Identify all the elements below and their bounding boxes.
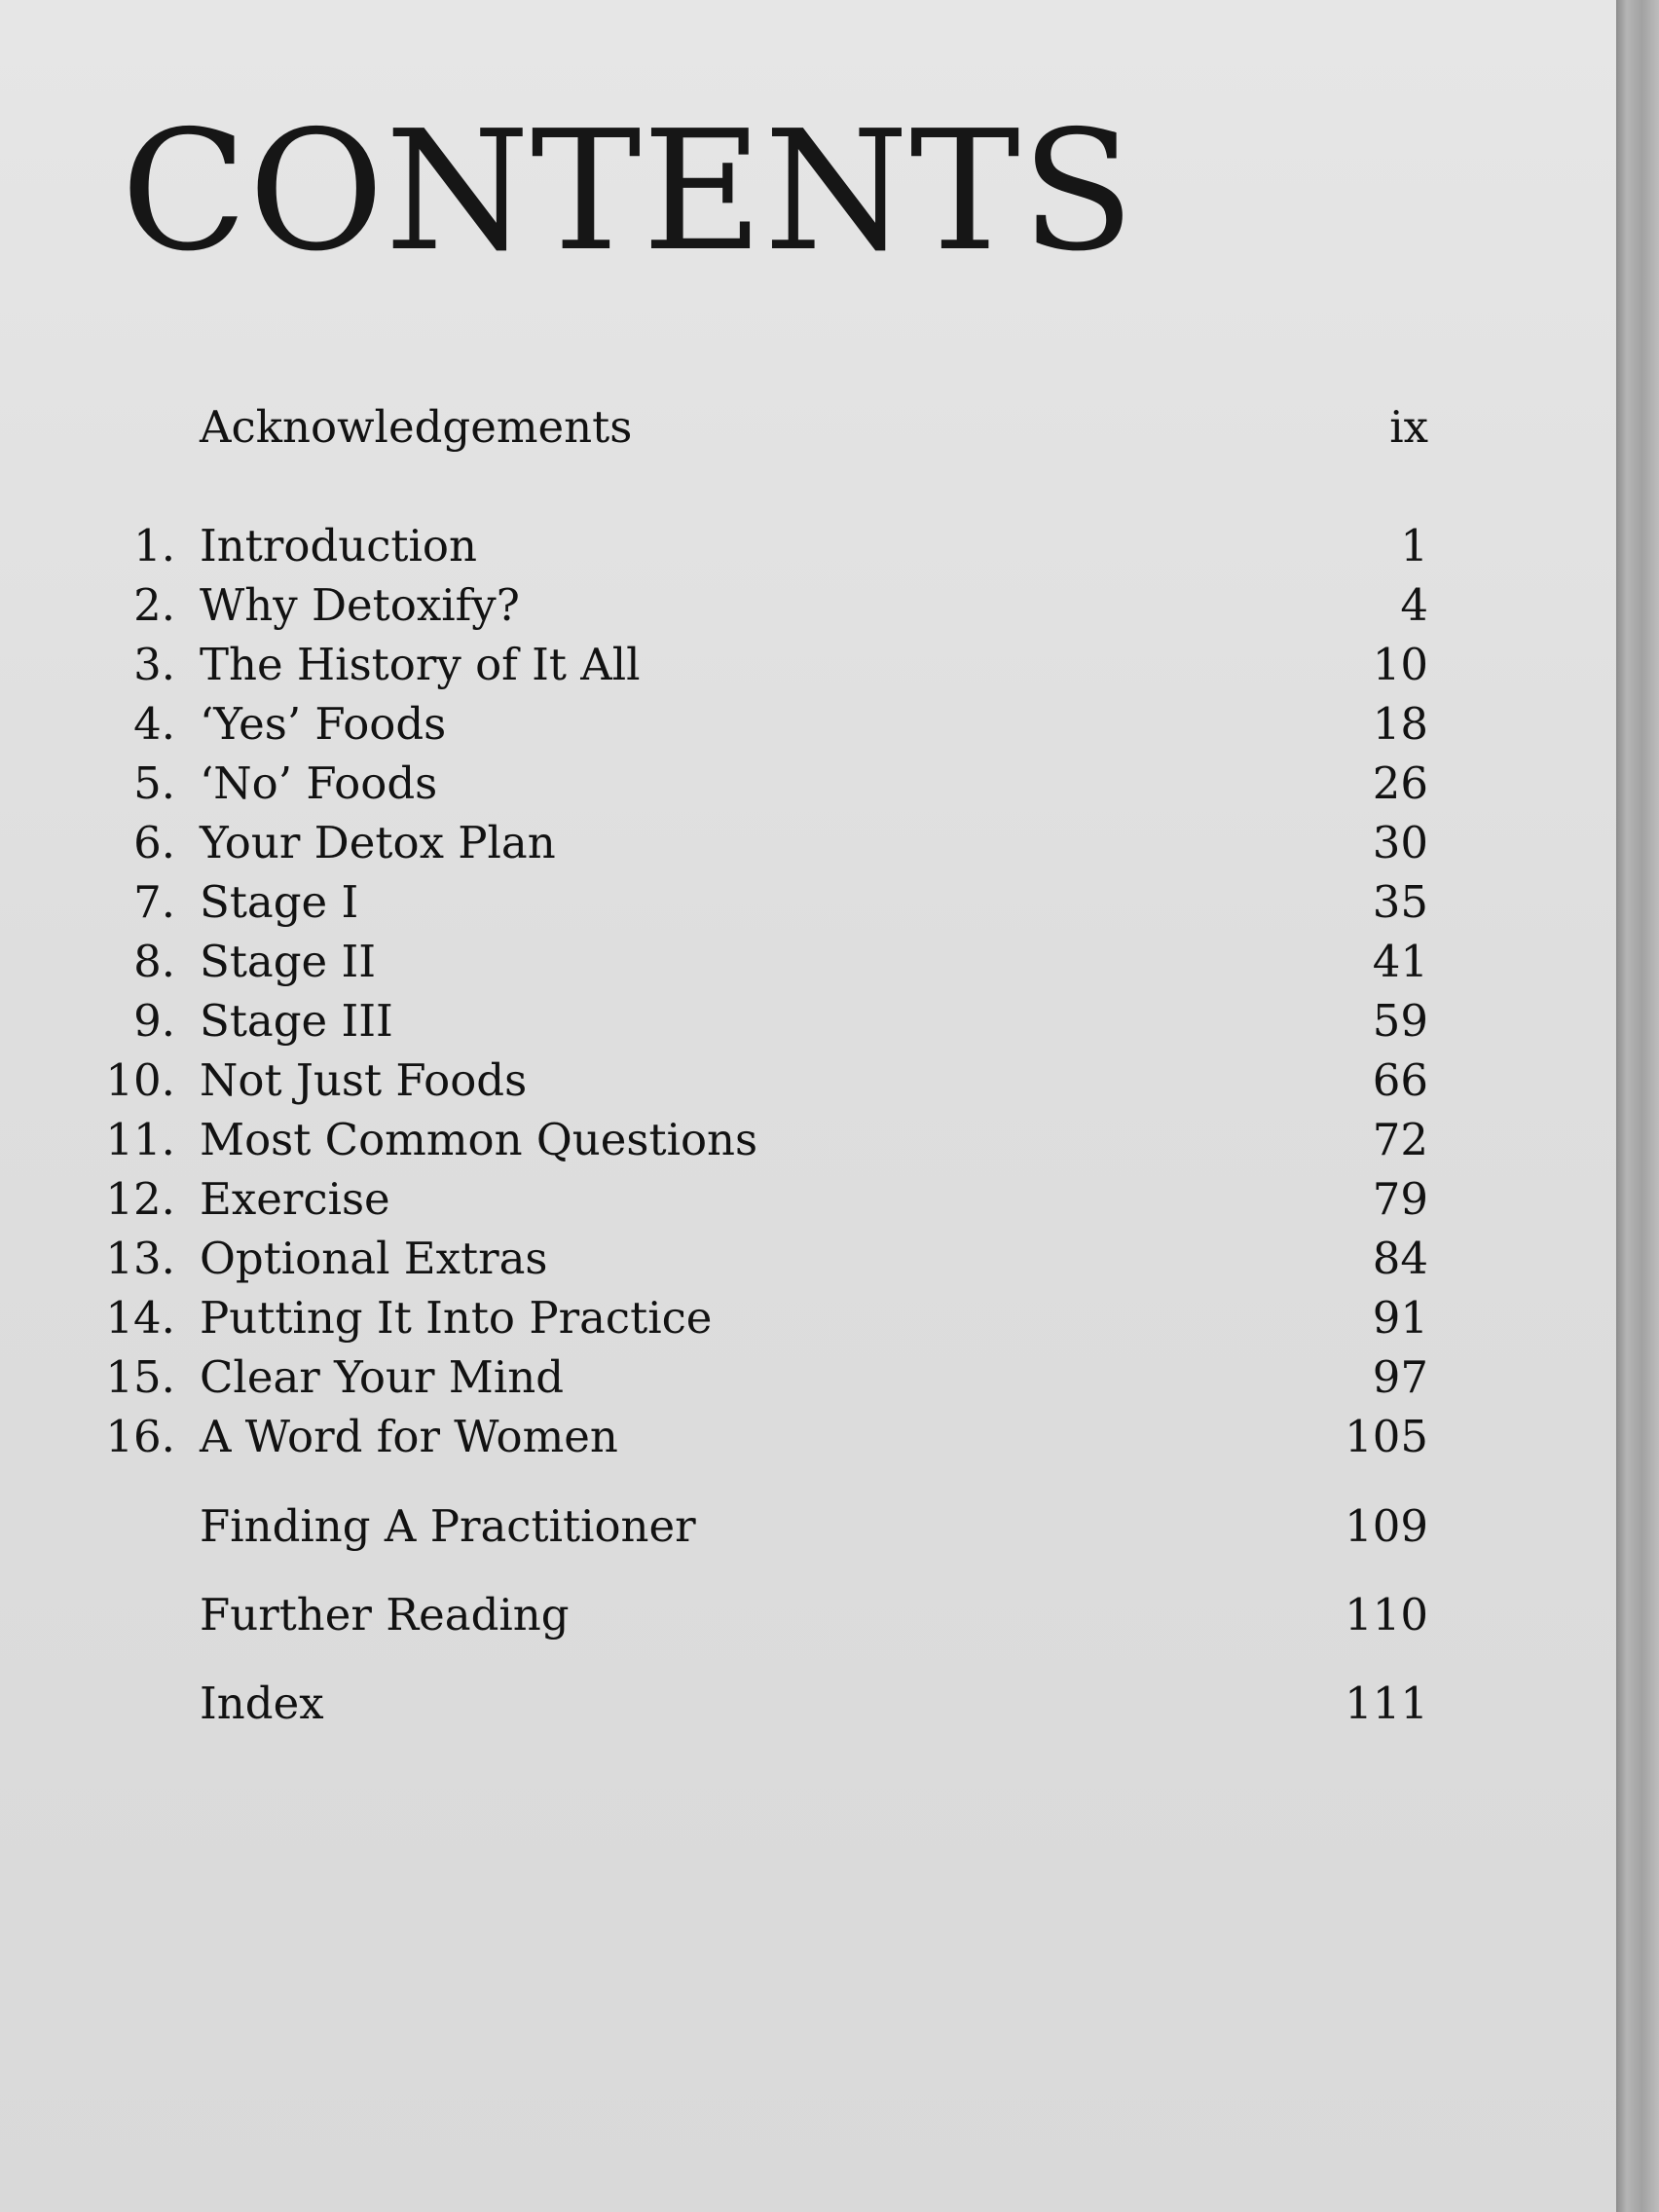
toc-entry-number: 1. <box>133 520 175 571</box>
toc-entry-number: 5. <box>133 757 175 809</box>
toc-entry-number: 6. <box>133 817 175 868</box>
toc-entry-number: 8. <box>133 936 175 987</box>
toc-entry-chapter-4[interactable] <box>0 696 1616 753</box>
toc-entry-chapter-7[interactable] <box>0 874 1616 931</box>
toc-entry-label: Exercise <box>200 1173 390 1225</box>
toc-entry-page: 1 <box>1400 520 1428 571</box>
toc-entry-label: Putting It Into Practice <box>200 1292 713 1344</box>
toc-entry-chapter-14[interactable] <box>0 1290 1616 1346</box>
toc-entry-chapter-3[interactable] <box>0 637 1616 693</box>
toc-entry-page: 66 <box>1372 1054 1428 1106</box>
toc-entry-page: 110 <box>1345 1589 1428 1641</box>
toc-entry-label: Your Detox Plan <box>200 817 556 868</box>
toc-entry-label: Optional Extras <box>200 1233 548 1284</box>
toc-entry-chapter-16[interactable] <box>0 1409 1616 1465</box>
toc-entry-chapter-2[interactable] <box>0 577 1616 634</box>
toc-entry-number: 13. <box>105 1233 175 1284</box>
page-edge-shadow <box>1616 0 1659 2212</box>
toc-entry-finding-a-practitioner[interactable] <box>0 1498 1616 1555</box>
toc-entry-chapter-12[interactable] <box>0 1171 1616 1228</box>
toc-entry-label: Further Reading <box>200 1589 570 1641</box>
toc-entry-number: 4. <box>133 698 175 750</box>
toc-entry-chapter-10[interactable] <box>0 1052 1616 1109</box>
toc-entry-index[interactable] <box>0 1676 1616 1732</box>
toc-entry-page: 41 <box>1372 936 1428 987</box>
toc-entry-number: 12. <box>105 1173 175 1225</box>
toc-entry-further-reading[interactable] <box>0 1587 1616 1643</box>
toc-entry-chapter-8[interactable] <box>0 934 1616 990</box>
toc-entry-number: 9. <box>133 995 175 1047</box>
toc-entry-chapter-1[interactable] <box>0 518 1616 574</box>
toc-entry-number: 11. <box>105 1114 175 1165</box>
toc-entry-page: 10 <box>1372 639 1428 690</box>
toc-entry-number: 16. <box>105 1411 175 1462</box>
toc-entry-label: A Word for Women <box>200 1411 618 1462</box>
toc-entry-label: Introduction <box>200 520 477 571</box>
toc-entry-page: 111 <box>1345 1677 1428 1729</box>
page-title: CONTENTS <box>121 95 1136 288</box>
toc-entry-page: 79 <box>1372 1173 1428 1225</box>
toc-entry-label: Clear Your Mind <box>200 1351 565 1403</box>
toc-entry-page: 18 <box>1372 698 1428 750</box>
toc-entry-page: 84 <box>1372 1233 1428 1284</box>
toc-entry-label: The History of It All <box>200 639 641 690</box>
toc-entry-page: 97 <box>1372 1351 1428 1403</box>
toc-entry-page: 109 <box>1345 1500 1428 1552</box>
toc-entry-label: Acknowledgements <box>200 401 633 453</box>
toc-entry-number: 10. <box>105 1054 175 1106</box>
toc-entry-chapter-5[interactable] <box>0 756 1616 812</box>
toc-entry-chapter-9[interactable] <box>0 993 1616 1050</box>
toc-entry-label: Stage II <box>200 936 377 987</box>
toc-entry-chapter-6[interactable] <box>0 815 1616 871</box>
toc-entry-label: Finding A Practitioner <box>200 1500 696 1552</box>
toc-entry-label: Index <box>200 1677 324 1729</box>
toc-entry-label: Not Just Foods <box>200 1054 528 1106</box>
toc-entry-label: Stage III <box>200 995 393 1047</box>
toc-entry-chapter-13[interactable] <box>0 1231 1616 1287</box>
toc-entry-number: 2. <box>133 579 175 631</box>
toc-entry-page: 30 <box>1372 817 1428 868</box>
toc-entry-page: 4 <box>1400 579 1428 631</box>
toc-entry-page: 26 <box>1372 757 1428 809</box>
toc-entry-page: ix <box>1389 401 1428 453</box>
toc-entry-page: 35 <box>1372 876 1428 928</box>
toc-entry-label: ‘Yes’ Foods <box>200 698 447 750</box>
toc-entry-chapter-11[interactable] <box>0 1112 1616 1168</box>
toc-entry-number: 15. <box>105 1351 175 1403</box>
toc-entry-acknowledgements[interactable] <box>0 399 1616 456</box>
toc-entry-page: 59 <box>1372 995 1428 1047</box>
toc-entry-page: 72 <box>1372 1114 1428 1165</box>
toc-entry-chapter-15[interactable] <box>0 1349 1616 1406</box>
toc-entry-label: Most Common Questions <box>200 1114 758 1165</box>
toc-entry-label: ‘No’ Foods <box>200 757 438 809</box>
toc-entry-page: 91 <box>1372 1292 1428 1344</box>
toc-entry-page: 105 <box>1345 1411 1428 1462</box>
toc-entry-number: 3. <box>133 639 175 690</box>
toc-entry-label: Stage I <box>200 876 359 928</box>
toc-entry-label: Why Detoxify? <box>200 579 520 631</box>
toc-entry-number: 14. <box>105 1292 175 1344</box>
toc-entry-number: 7. <box>133 876 175 928</box>
